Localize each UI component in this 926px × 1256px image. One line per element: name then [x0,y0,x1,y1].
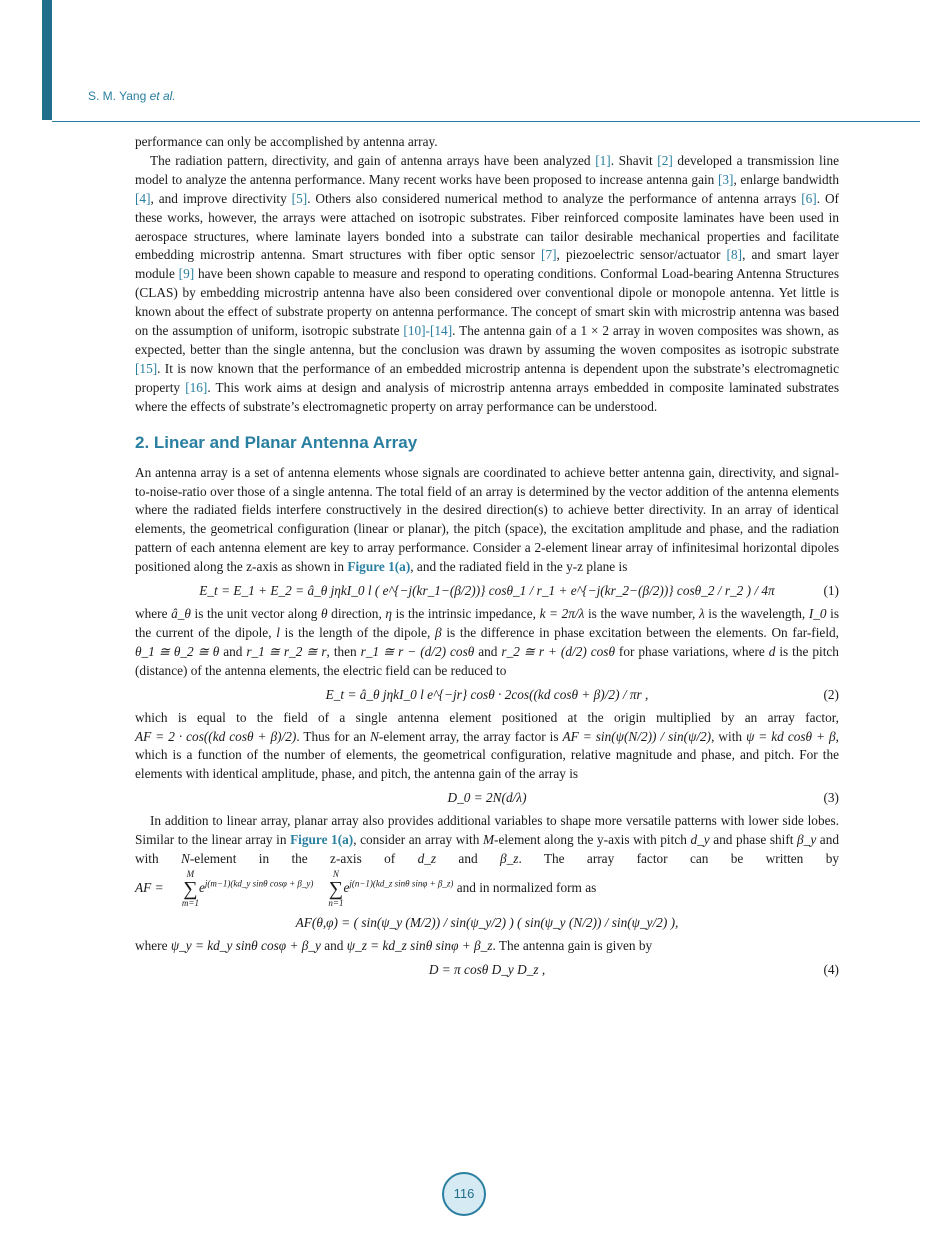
figure-1a-link-2[interactable]: Figure 1(a) [290,832,354,848]
section-heading: 2. Linear and Planar Antenna Array [135,432,418,452]
citation-10-14[interactable]: [10]-[14] [403,323,453,339]
page-number-badge: 116 [442,1172,486,1216]
equation-2: E_t = â_θ jηkI_0 l e^{−jr} cosθ · 2cos((kd cosθ + β)/2) / πr , (2) [135,684,839,706]
equation-1: E_t = E_1 + E_2 = â_θ jηkI_0 l ( e^{−j(kr_1−(β/2))} cosθ_1 / r_1 + e^{−j(kr_2−(β/2))} cosθ_2 / r_2 ) / 4π (1) [135,580,839,602]
paragraph-6: where ψ_y = kd_y sinθ cosφ + β_y and ψ_z = kd_z sinθ sinφ + β_z. The antenna gain is given by [135,938,653,953]
citation-3[interactable]: [3] [717,171,734,187]
et-al: et al. [149,89,176,103]
paragraph-1: The radiation pattern, directivity, and gain of antenna arrays have been analyzed [1]. Shavit [2] developed a transmission line model to analyze the antenna performance. Many recent works have been proposed to increase antenna gain [3], enlarge bandwidth [4], and improve directivity [5]. Others also considered numerical method to analyze the performance of antenna arrays [6]. Of these works, however, the arrays were attached on isotropic substrates. Fiber reinforced composite laminates have been used in aerospace structures, where laminate layers bonded into a substrate can tailor desirable mechanical properties and facilitate embedding microstrip antenna. Smart structures with fiber optic sensor [7], piezoelectric sensor/actuator [8], and smart layer module [9] have been shown capable to measure and respond to operating conditions. Conformal Load-bearing Antenna Structures (CLAS) by embedding microstrip antenna have also been considered over conventional dipole or monopole antenna. Yet little is known about the effect of substrate property on antenna performance. The concept of smart skin with microstrip antenna was based on the assumption of uniform, isotropic substrate [10]-[14]. The antenna gain of a 1 × 2 array in woven composites was shown, as expected, better than the single antenna, but the conclusion was drawn by assuming the woven composites as isotropic substrate [15]. It is now known that the performance of an embedded microstrip antenna is dependent upon the substrate’s electromagnetic property [16]. This work aims at design and analysis of microstrip antenna arrays embedded in composite laminated substrates where the effects of substrate’s electromagnetic property on array performance can be understood. [135,152,840,414]
sum-over-n: N ∑ n=1 [328,869,344,908]
paragraph-4: which is equal to the field of a single antenna element positioned at the origin multiplied by an array factor, AF = 2 · cos((kd cosθ + β)/2). Thus for an N-element array, the array factor is AF = sin(ψ(N/2)) / sin(ψ/2), with ψ = kd cosθ + β, which is a function of the number of elements, the geometrical configuration, relative magnitude and phase, and pitch. For the elements with identical amplitude, phase, and pitch, the antenna gain of the array is [135,709,839,782]
citation-6[interactable]: [6] [801,190,817,206]
citation-8[interactable]: [8] [726,247,743,263]
journal-side-bar [42,0,52,120]
citation-9[interactable]: [9] [178,266,195,282]
header-rule [52,121,920,122]
citation-1[interactable]: [1] [595,152,611,168]
paragraph-3: where â_θ is the unit vector along θ direction, η is the intrinsic impedance, k = 2π/λ is the wave number, λ is the wavelength, I_0 is the current of the dipole, l is the length of the dipole, β is the difference in phase excitation between the elements. On far-field, θ_1 ≅ θ_2 ≅ θ and r_1 ≅ r_2 ≅ r, then r_1 ≅ r − (d/2) cosθ and r_2 ≅ r + (d/2) cosθ for phase variations, where d is the pitch (distance) of the antenna elements, the electric field can be reduced to [135,606,840,678]
article-body [135,133,839,984]
running-head [88,89,176,103]
sum-over-m: M ∑ m=1 [181,869,199,908]
paragraph-5: In addition to linear array, planar array also provides additional variables to shape more versatile patterns with lower side lobes. Similar to the linear array in Figure 1(a), consider an array with M-element along the y-axis with pitch d_y and phase shift β_y and with N-element in the z-axis of d_z and β_z. The array factor can be written by AF = M ∑ m=1 $e^{j(m-1)(kd\_y sin\theta cos\varphi + \beta\_y)}$ N ∑ n=1 $e^{j(n-1)(kd\_z sin\theta sin\varphi + \beta\_z)}$ and in normalized form as [135,813,840,908]
citation-5[interactable]: [5] [291,190,308,206]
figure-1a-link[interactable]: Figure 1(a) [347,559,411,575]
citation-15[interactable]: [15] [135,360,158,376]
equation-1-number: (1) [823,583,839,599]
equation-4-number: (4) [823,961,839,977]
citation-2[interactable]: [2] [657,152,673,168]
citation-7[interactable]: [7] [541,247,557,263]
planar-array-factor: AF = M ∑ m=1 $e^{j(m-1)(kd\_y sin\theta cos\varphi + \beta\_y)}$ N ∑ n=1 $e^{j(n-1)(kd\_z sin\theta sin\varphi + \beta\_z)}$ [135,869,454,908]
equation-4: D = π cosθ D_y D_z , (4) [135,959,839,981]
citation-16[interactable]: [16] [185,379,208,395]
equation-2-number: (2) [823,686,839,702]
paragraph-0: performance can only be accomplished by antenna array. [135,134,438,149]
equation-3: D_0 = 2N(d/λ) (3) [135,787,839,809]
paragraph-2: An antenna array is a set of antenna elements whose signals are coordinated to achieve better antenna gain, directivity, and signal-to-noise-ratio over those of a single antenna. The total field of an array is determined by the vector addition of the antenna elements where the radiated fields interfere constructively in the desired direction(s) to achieve better directivity. In an array of identical elements, the geometrical configuration (linear or planar), the pitch (space), the excitation amplitude and phase, and the radiation pattern of each antenna element are key to array performance. Consider a 2-element linear array of infinitesimal horizontal dipoles positioned along the z-axis as shown in Figure 1(a), and the radiated field in the y-z plane is [135,464,839,575]
citation-4[interactable]: [4] [135,190,151,206]
author-name: S. M. Yang [88,89,147,103]
equation-normalized-af: AF(θ,φ) = ( sin(ψ_y (M/2)) / sin(ψ_y/2) ) ( sin(ψ_y (N/2)) / sin(ψ_y/2) ), [295,915,679,930]
equation-3-number: (3) [823,790,839,806]
